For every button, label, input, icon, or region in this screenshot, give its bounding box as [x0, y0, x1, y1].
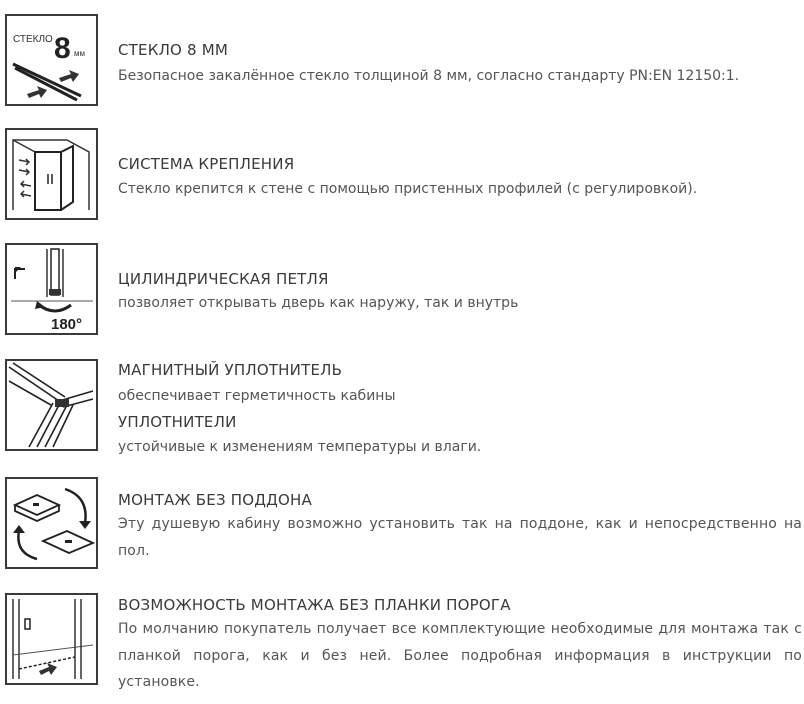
feature-title: МОНТАЖ БЕЗ ПОДДОНА: [118, 491, 313, 509]
feature-title: СТЕКЛО 8 ММ: [118, 41, 229, 59]
icon-hinge-label: 180°: [51, 316, 83, 333]
icon-glass-number: 8: [54, 32, 71, 65]
feature-title: ЦИЛИНДРИЧЕСКАЯ ПЕТЛЯ: [118, 270, 329, 288]
feature-desc: позволяет открывать дверь как наружу, так и внутрь: [118, 295, 519, 311]
cylindrical-hinge-icon: [5, 243, 98, 335]
feature-desc: обеспечивает герметичность кабины: [118, 388, 396, 404]
feature-subtitle: УПЛОТНИТЕЛИ: [118, 413, 237, 431]
magnetic-seal-icon: [5, 359, 98, 451]
feature-desc: По молчанию покупатель получает все комплектующие необходимые для монтажа так с планкой порога, как и без ней. Более подробная информация в инструкции по установке.: [118, 621, 802, 690]
no-tray-install-icon: [5, 477, 98, 569]
feature-desc: Стекло крепится к стене с помощью пристенных профилей (с регулировкой).: [118, 181, 698, 197]
feature-title: ВОЗМОЖНОСТЬ МОНТАЖА БЕЗ ПЛАНКИ ПОРОГА: [118, 596, 511, 614]
feature-subdesc: устойчивые к изменениям температуры и влаги.: [118, 439, 482, 455]
feature-title: МАГНИТНЫЙ УПЛОТНИТЕЛЬ: [118, 361, 343, 379]
feature-title: СИСТЕМА КРЕПЛЕНИЯ: [118, 155, 295, 173]
feature-desc: Безопасное закалённое стекло толщиной 8 мм, согласно стандарту PN:EN 12150:1.: [118, 68, 740, 84]
feature-desc: Эту душевую кабину возможно установить так на поддоне, как и непосредственно на пол.: [118, 516, 802, 559]
mounting-system-icon: [5, 128, 98, 220]
icon-glass-unit: мм: [74, 49, 85, 58]
glass-thickness-icon: [5, 14, 98, 106]
icon-glass-label: СТЕКЛО: [13, 34, 53, 45]
no-threshold-icon: [5, 593, 98, 685]
